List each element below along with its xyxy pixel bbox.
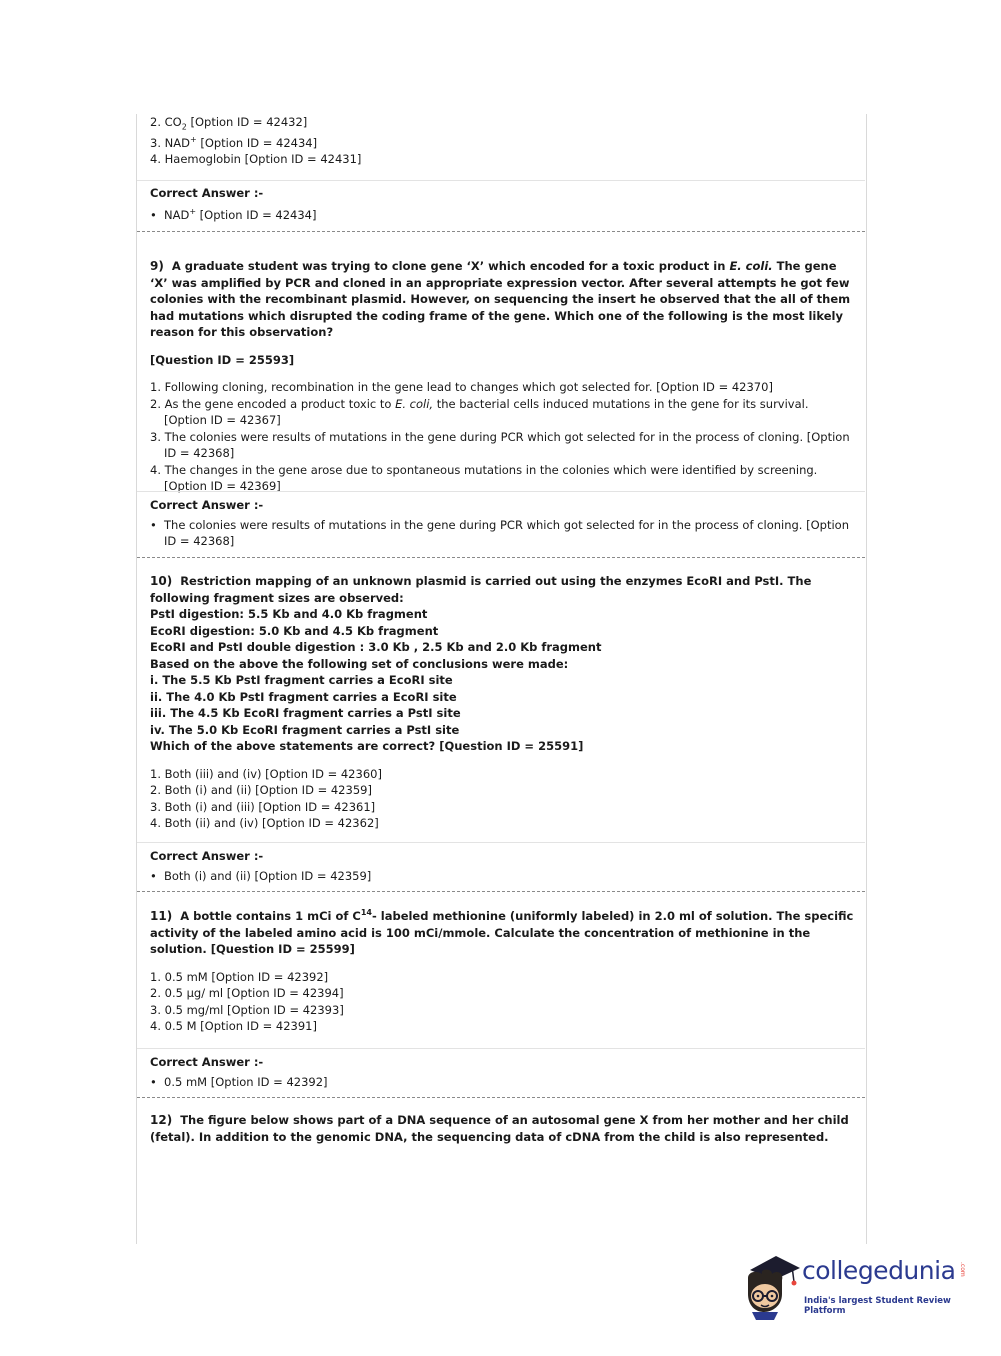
question-12 bbox=[150, 1112, 855, 1145]
q11-option-2[interactable]: 2. 0.5 µg/ ml [Option ID = 42394] bbox=[150, 986, 344, 1000]
q10-option-2[interactable]: 2. Both (i) and (ii) [Option ID = 42359] bbox=[150, 783, 372, 797]
q9-option-3[interactable]: 3. The colonies were results of mutations in the gene during PCR which got selected for in the process of cloning. [Option ID = 42368] bbox=[150, 429, 850, 460]
brand-name: collegedunia bbox=[802, 1256, 956, 1285]
question-10-text: 10) Restriction mapping of an unknown plasmid is carried out using the enzymes EcoRI and PstI. The following fragment sizes are observed: PstI digestion: 5.5 Kb and 4.0 Kb fragment EcoRI digestion: 5.0 Kb and 4.5 Kb fragment EcoRI and PstI double digestion : 3.0 Kb , 2.5 Kb and 2.0 Kb fragment Based on the above the following set of conclusions were made: i. The 5.5 Kb PstI fragment carries a EcoRI site ii. The 4.0 Kb PstI fragment carries a EcoRI site iii. The 4.5 Kb EcoRI fragment carries a PstI site iv. The 5.0 Kb EcoRI fragment carries a PstI site Which of the above statements are correct? [Question ID = 25591] bbox=[150, 574, 812, 753]
q10-option-3[interactable]: 3. Both (i) and (iii) [Option ID = 42361] bbox=[150, 799, 376, 814]
correct-answer-value: • Both (i) and (ii) [Option ID = 42359] bbox=[150, 868, 855, 885]
q9-option-1[interactable]: 1. Following cloning, recombination in the gene lead to changes which got selected for. [Option ID = 42370] bbox=[150, 380, 773, 394]
q11-option-3[interactable]: 3. 0.5 mg/ml [Option ID = 42393] bbox=[150, 1002, 344, 1017]
correct-answer-heading: Correct Answer :- bbox=[150, 849, 264, 863]
collegedunia-logo[interactable] bbox=[742, 1250, 972, 1320]
q8-option-3[interactable]: 3. NAD+ [Option ID = 42434] bbox=[150, 134, 318, 150]
question-divider bbox=[137, 231, 865, 232]
question-9-id: [Question ID = 25593] bbox=[150, 352, 295, 367]
divider bbox=[137, 491, 865, 492]
q10-option-1[interactable]: 1. Both (iii) and (iv) [Option ID = 42360] bbox=[150, 766, 382, 781]
question-divider bbox=[137, 1097, 865, 1098]
q10-correct-answer bbox=[150, 848, 855, 884]
question-10 bbox=[150, 573, 855, 832]
divider bbox=[137, 1048, 865, 1049]
question-9-text: 9) A graduate student was trying to clone gene ‘X’ which encoded for a toxic product in E. coli. The gene ‘X’ was amplified by PCR and cloned in an appropriate expression vector. After several attempts he got few colonies with the recombinant plasmid. However, on sequencing the insert he observed that the all of them had mutations which disrupted the coding frame of the gene. Which one of the following is the most likely reason for this observation? bbox=[150, 259, 851, 339]
question-11 bbox=[150, 908, 855, 1035]
q11-option-1[interactable]: 1. 0.5 mM [Option ID = 42392] bbox=[150, 969, 329, 984]
q11-option-4[interactable]: 4. 0.5 M [Option ID = 42391] bbox=[150, 1019, 317, 1033]
correct-answer-value: • NAD+ [Option ID = 42434] bbox=[150, 207, 855, 224]
correct-answer-heading: Correct Answer :- bbox=[150, 498, 264, 512]
divider bbox=[137, 842, 865, 843]
correct-answer-value: • The colonies were results of mutations in the gene during PCR which got selected for in the process of cloning. [Option ID = 42368] bbox=[150, 517, 855, 550]
question-divider bbox=[137, 891, 865, 892]
correct-answer-heading: Correct Answer :- bbox=[150, 1055, 264, 1069]
q8-options bbox=[150, 114, 855, 168]
question-9 bbox=[150, 258, 855, 495]
correct-answer-value: • 0.5 mM [Option ID = 42392] bbox=[150, 1074, 855, 1091]
q8-correct-answer bbox=[150, 185, 855, 223]
q9-correct-answer bbox=[150, 497, 855, 550]
q9-option-2[interactable]: 2. As the gene encoded a product toxic to E. coli, the bacterial cells induced mutations in the gene for its survival. [Option ID = 42367] bbox=[150, 396, 809, 427]
q8-option-4[interactable]: 4. Haemoglobin [Option ID = 42431] bbox=[150, 152, 362, 166]
q10-option-4[interactable]: 4. Both (ii) and (iv) [Option ID = 42362] bbox=[150, 816, 379, 830]
question-divider bbox=[137, 557, 865, 558]
divider bbox=[137, 180, 865, 181]
q11-correct-answer bbox=[150, 1054, 855, 1090]
brand-suffix: .com bbox=[959, 1262, 966, 1277]
mascot-icon bbox=[742, 1250, 802, 1320]
q9-option-4[interactable]: 4. The changes in the gene arose due to spontaneous mutations in the colonies which were identified by screening. [Option ID = 42369] bbox=[150, 462, 818, 493]
correct-answer-heading: Correct Answer :- bbox=[150, 186, 264, 200]
question-11-text: 11) A bottle contains 1 mCi of $C^{14}-$ labeled methionine (uniformly labeled) in 2.0 ml of solution. The specific activity of the labeled amino acid is 100 mCi/mmole. Calculate the concentration of methionine in the solution. [Question ID = 25599] bbox=[150, 908, 854, 956]
question-12-text: 12) The figure below shows part of a DNA sequence of an autosomal gene X from her mother and her child (fetal). In addition to the genomic DNA, the sequencing data of cDNA from the child is also represented. bbox=[150, 1113, 849, 1144]
brand-tagline: India's largest Student Review Platform bbox=[804, 1296, 951, 1316]
q8-option-2[interactable]: 2. $CO_2$ [Option ID = 42432] bbox=[150, 115, 308, 132]
